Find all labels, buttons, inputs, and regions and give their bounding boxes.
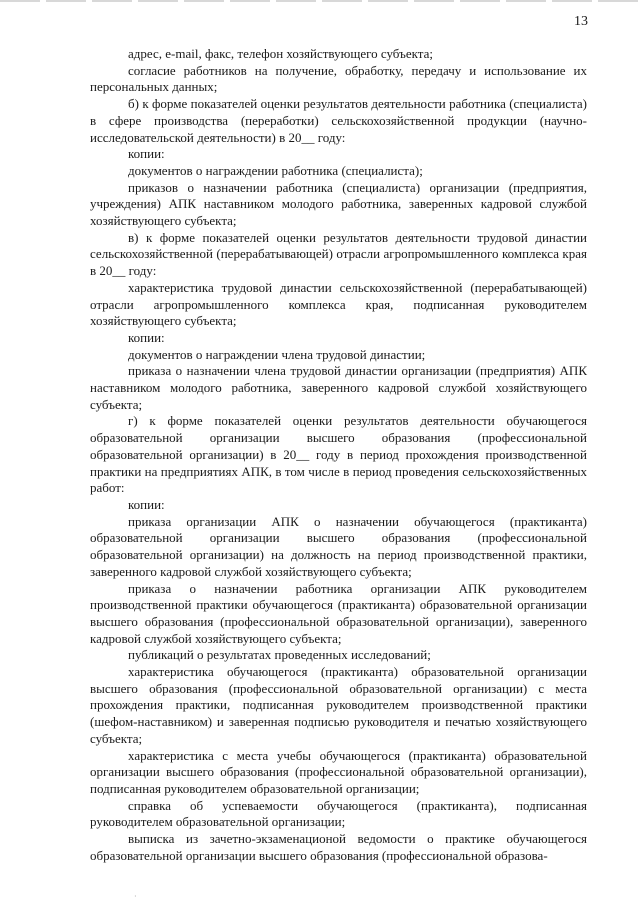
paragraph: приказа организации АПК о назначении обучающегося (практиканта) образовательной организации высшего образования (профессиональной образовательной организации) на должность на период производственной практики, заверенного кадровой службой хозяйствующего субъекта; [90, 513, 587, 579]
paragraph: справка об успеваемости обучающегося (практиканта), подписанная руководителем образовательной организации; [90, 797, 587, 830]
paragraph: б) к форме показателей оценки результатов деятельности работника (специалиста) в сфере производства (переработки) сельскохозяйственной продукции (научно-исследовательской деятельности) в 20__ году: [90, 96, 587, 145]
paragraph: г) к форме показателей оценки результатов деятельности обучающегося образовательной организации высшего образования (профессиональной образовательной организации) в 20__ году в период прохождения производственной практики на предприятиях АПК, в том числе в период проведения сельскохозяйственных работ: [90, 413, 587, 496]
paragraph: документов о награждении работника (специалиста); [128, 162, 423, 178]
paragraph: документов о награждении члена трудовой династии; [128, 346, 426, 362]
paragraph: копии: [128, 329, 165, 345]
paragraph: копии: [128, 496, 165, 512]
paragraph: характеристика трудовой династии сельскохозяйственной (перерабатывающей) отрасли агропромышленного комплекса края, подписанная руководителем хозяйствующего субъекта; [90, 279, 587, 329]
paragraph: приказа о назначении работника организации АПК руководителем производственной практики обучающегося (практиканта) образовательной организации высшего образования (профессиональной образовательной организации), заверенного кадровой службой хозяйствующего субъекта; [90, 580, 587, 646]
page-number: 13 [574, 14, 588, 29]
paragraph: согласие работников на получение, обработку, передачу и использование их персональных данных; [90, 62, 587, 95]
paragraph: характеристика с места учебы обучающегося (практиканта) образовательной организации высшего образования (профессиональной образовательной организации), подписанная руководителем образовательной организации; [90, 747, 587, 796]
paragraph: копии: [128, 146, 165, 162]
paragraph: публикаций о результатах проведенных исследований; [128, 647, 431, 663]
paragraph: в) к форме показателей оценки результатов деятельности трудовой династии сельскохозяйственной (перерабатывающей) отрасли агропромышленного комплекса края в 20__ году: [90, 229, 587, 279]
paragraph: приказов о назначении работника (специалиста) организации (предприятия, учреждения) АПК наставником молодого работника, заверенных кадровой службой хозяйствующего субъекта; [90, 179, 587, 229]
paragraph: характеристика обучающегося (практиканта) образовательной организации высшего образования (профессиональной образовательной организации) с места прохождения практики, подписанная руководителем производственной практики (шефом-наставником) и заверенная подписью руководителя и печатью хозяйствующего субъекта; [90, 664, 587, 746]
paragraph: приказа о назначении члена трудовой династии организации (предприятия) АПК наставником молодого работника, заверенного кадровой службой хозяйствующего субъекта; [90, 363, 587, 412]
paragraph: адрес, e-mail, факс, телефон хозяйствующего субъекта; [128, 46, 433, 61]
paragraph: выписка из зачетно-экзаменационой ведомости о практике обучающегося образовательной организации высшего образования (профессиональной образова- [90, 831, 587, 863]
scan-artifact-mark: · [134, 892, 137, 901]
scan-top-edge [0, 0, 640, 2]
document-body [90, 46, 587, 864]
